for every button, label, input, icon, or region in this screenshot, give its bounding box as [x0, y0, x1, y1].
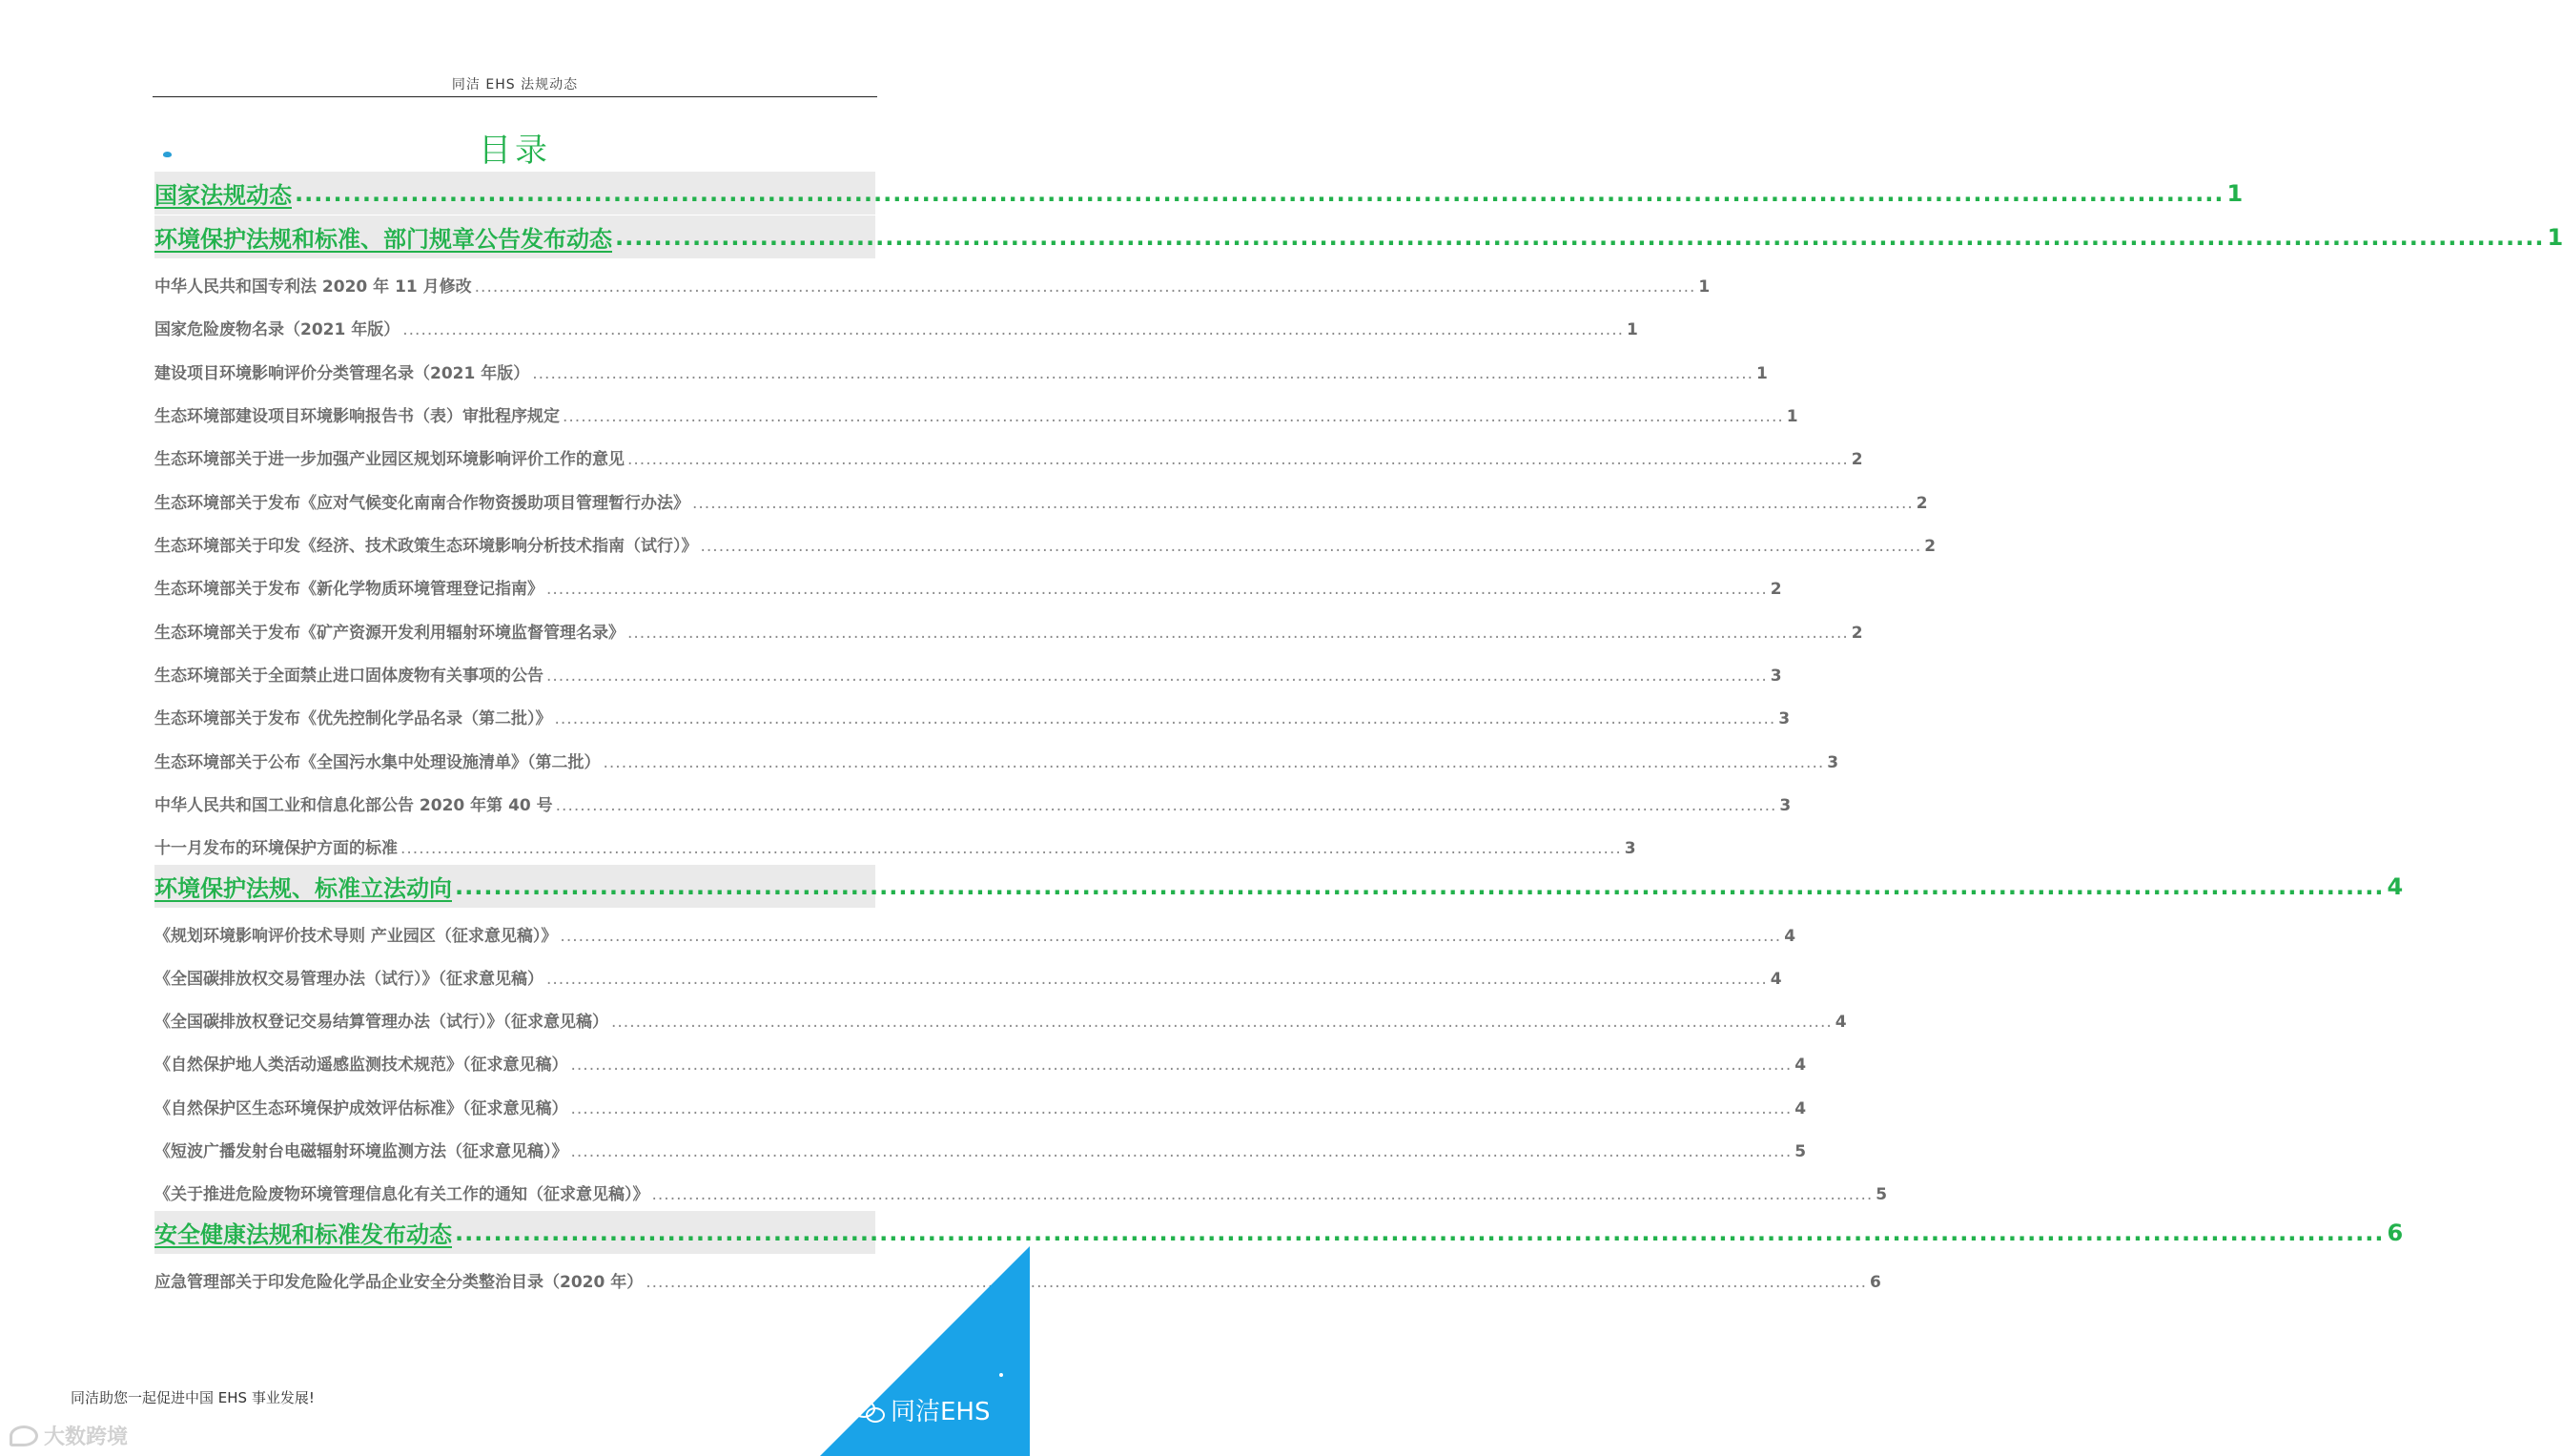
toc-entry-title: 中华人民共和国专利法 2020 年 11 月修改	[154, 277, 472, 297]
toc-entry[interactable]	[154, 1263, 1881, 1292]
toc-page-number: 4	[1835, 1013, 1847, 1032]
toc-leader-dots: ........................................................................................................................................................................................................	[651, 1185, 1874, 1204]
toc-title: 目录	[479, 132, 551, 170]
toc-entry[interactable]	[154, 1003, 1847, 1032]
toc-page-number: 1	[1786, 407, 1798, 426]
toc-entry-title: 《关于推进危险废物环境管理信息化有关工作的通知（征求意见稿）》	[154, 1185, 649, 1204]
header-divider	[153, 96, 877, 97]
toc-entry[interactable]	[154, 830, 1636, 858]
toc-page-number: 2	[1916, 494, 1928, 513]
toc-entry-title: 生态环境部关于进一步加强产业园区规划环境影响评价工作的意见	[154, 450, 625, 469]
toc-page-number: 4	[1794, 1099, 1807, 1118]
toc-entry[interactable]	[154, 960, 1782, 989]
toc-entry[interactable]	[154, 441, 1863, 469]
toc-leader-dots: ........................................................................................................................................................................................................	[554, 709, 1776, 728]
toc-entry[interactable]	[154, 1090, 1807, 1118]
toc-page-number: 3	[1778, 709, 1791, 728]
toc-entry-title: 《自然保护区生态环境保护成效评估标准》（征求意见稿）	[154, 1099, 568, 1118]
toc-entry-title: 生态环境部关于发布《新化学物质环境管理登记指南》	[154, 580, 543, 599]
toc-page-number: 4	[2387, 872, 2404, 900]
toc-entry[interactable]	[154, 398, 1798, 426]
toc-page-number: 2	[1924, 537, 1937, 556]
toc-leader-dots: ........................................................................................................................................................................................................	[555, 796, 1777, 815]
toc-entry-title: 环境保护法规、标准立法动向	[154, 875, 452, 902]
toc-page-number: 6	[1870, 1273, 1881, 1292]
toc-leader-dots: ........................................................................................................................................................................................................	[570, 1099, 1793, 1118]
toc-entry-title: 生态环境部关于印发《经济、技术政策生态环境影响分析技术指南（试行）》	[154, 537, 698, 556]
toc-entry-title: 应急管理部关于印发危险化学品企业安全分类整治目录（2020 年）	[154, 1273, 644, 1292]
toc-leader-dots: ........................................................................................................................................................................................................	[546, 666, 1768, 686]
toc-leader-dots: ........................................................................................................................................................................................................	[455, 872, 2385, 900]
toc-page-number: 4	[1770, 970, 1782, 989]
toc-leader-dots: ........................................................................................................................................................................................................	[546, 580, 1768, 599]
toc-entry-title: 生态环境部关于公布《全国污水集中处理设施清单》（第二批）	[154, 753, 601, 772]
toc-leader-dots: ........................................................................................................................................................................................................	[532, 364, 1753, 383]
toc-section-entry[interactable]	[154, 1211, 2404, 1254]
toc-leader-dots: ........................................................................................................................................................................................................	[646, 1273, 1867, 1292]
toc-leader-dots: ........................................................................................................................................................................................................	[563, 407, 1784, 426]
toc-leader-dots: ........................................................................................................................................................................................................	[615, 223, 2545, 251]
toc-leader-dots: ........................................................................................................................................................................................................	[627, 450, 1849, 469]
toc-entry-title: 《自然保护地人类活动遥感监测技术规范》（征求意见稿）	[154, 1056, 568, 1075]
toc-entry[interactable]	[154, 700, 1791, 728]
brand-name: 同洁EHS	[891, 1398, 991, 1426]
toc-entry[interactable]	[154, 311, 1638, 339]
watermark-text: 大数跨境	[44, 1425, 129, 1449]
toc-page-number: 1	[2547, 223, 2563, 251]
toc-page-number: 3	[1779, 796, 1792, 815]
toc-leader-dots: ........................................................................................................................................................................................................	[570, 1056, 1793, 1075]
toc-entry-title: 《全国碳排放权交易管理办法（试行）》（征求意见稿）	[154, 970, 543, 989]
toc-page-number: 2	[1770, 580, 1782, 599]
watermark-logo-icon	[10, 1425, 38, 1446]
toc-leader-dots: ........................................................................................................................................................................................................	[570, 1142, 1793, 1161]
toc-page-number: 1	[1698, 277, 1711, 297]
toc-entry[interactable]	[154, 484, 1928, 513]
toc-entry[interactable]	[154, 268, 1711, 297]
toc-entry-title: 中华人民共和国工业和信息化部公告 2020 年第 40 号	[154, 796, 553, 815]
toc-page-number: 4	[1784, 927, 1796, 946]
toc-entry-title: 《全国碳排放权登记交易结算管理办法（试行）》（征求意见稿）	[154, 1013, 608, 1032]
toc-entry-title: 生态环境部关于发布《优先控制化学品名录（第二批）》	[154, 709, 552, 728]
toc-page-number: 3	[1827, 753, 1839, 772]
toc-leader-dots: ........................................................................................................................................................................................................	[295, 179, 2225, 207]
toc-entry[interactable]	[154, 1176, 1888, 1204]
toc-entry-title: 生态环境部关于发布《应对气候变化南南合作物资援助项目管理暂行办法》	[154, 494, 689, 513]
toc-leader-dots: ........................................................................................................................................................................................................	[611, 1013, 1833, 1032]
brand-badge	[852, 1392, 990, 1427]
wechat-icon	[852, 1398, 885, 1423]
toc-page-number: 3	[1624, 839, 1636, 858]
watermark	[10, 1421, 128, 1450]
toc-page-number: 6	[2387, 1219, 2404, 1246]
toc-entry-title: 生态环境部建设项目环境影响报告书（表）审批程序规定	[154, 407, 560, 426]
toc-entry[interactable]	[154, 917, 1796, 946]
toc-entry[interactable]	[154, 527, 1937, 556]
toc-leader-dots: ........................................................................................................................................................................................................	[402, 320, 1624, 339]
toc-page-number: 5	[1876, 1185, 1888, 1204]
toc-leader-dots: ........................................................................................................................................................................................................	[627, 624, 1849, 643]
toc-leader-dots: ........................................................................................................................................................................................................	[546, 970, 1768, 989]
toc-section-entry[interactable]	[154, 172, 2244, 215]
toc-page-number: 2	[1851, 450, 1863, 469]
toc-entry-title: 国家危险废物名录（2021 年版）	[154, 320, 400, 339]
page-header: 同洁 EHS 法规动态	[451, 77, 579, 92]
toc-entry-title: 十一月发布的环境保护方面的标准	[154, 839, 398, 858]
toc-page-number: 3	[1770, 666, 1782, 686]
toc-section-entry[interactable]	[154, 215, 2563, 258]
toc-entry-title: 生态环境部关于全面禁止进口固体废物有关事项的公告	[154, 666, 543, 686]
toc-leader-dots: ........................................................................................................................................................................................................	[700, 537, 1922, 556]
toc-entry[interactable]	[154, 614, 1863, 643]
toc-leader-dots: ........................................................................................................................................................................................................	[474, 277, 1696, 297]
toc-leader-dots: ........................................................................................................................................................................................................	[560, 927, 1782, 946]
toc-page-number: 5	[1794, 1142, 1807, 1161]
toc-entry[interactable]	[154, 1046, 1807, 1075]
toc-page-number: 1	[1756, 364, 1768, 383]
toc-entry-title: 建设项目环境影响评价分类管理名录（2021 年版）	[154, 364, 530, 383]
toc-entry-title: 安全健康法规和标准发布动态	[154, 1221, 452, 1248]
toc-entry[interactable]	[154, 657, 1782, 686]
toc-entry-title: 《短波广播发射台电磁辐射环境监测方法（征求意见稿）》	[154, 1142, 568, 1161]
toc-leader-dots: ........................................................................................................................................................................................................	[603, 753, 1825, 772]
toc-entry-title: 《规划环境影响评价技术导则 产业园区（征求意见稿）》	[154, 927, 558, 946]
toc-entry[interactable]	[154, 355, 1768, 383]
toc-section-entry[interactable]	[154, 865, 2404, 908]
toc-entry[interactable]	[154, 744, 1839, 772]
toc-entry-title: 环境保护法规和标准、部门规章公告发布动态	[154, 226, 612, 253]
toc-leader-dots: ........................................................................................................................................................................................................	[455, 1219, 2385, 1246]
toc-page-number: 1	[1627, 320, 1638, 339]
toc-leader-dots: ........................................................................................................................................................................................................	[400, 839, 1622, 858]
toc-entry[interactable]	[154, 1133, 1807, 1161]
toc-entry-title: 生态环境部关于发布《矿产资源开发利用辐射环境监督管理名录》	[154, 624, 625, 643]
toc-page-number: 2	[1851, 624, 1863, 643]
toc-entry[interactable]	[154, 787, 1792, 815]
toc-entry[interactable]	[154, 570, 1782, 599]
toc-page-number: 1	[2226, 179, 2244, 207]
toc-page-number: 4	[1794, 1056, 1807, 1075]
toc-leader-dots: ........................................................................................................................................................................................................	[692, 494, 1914, 513]
toc-entry-title: 国家法规动态	[154, 182, 292, 209]
brand-dot-icon	[999, 1373, 1003, 1377]
footer-slogan: 同洁助您一起促进中国 EHS 事业发展!	[71, 1389, 315, 1406]
